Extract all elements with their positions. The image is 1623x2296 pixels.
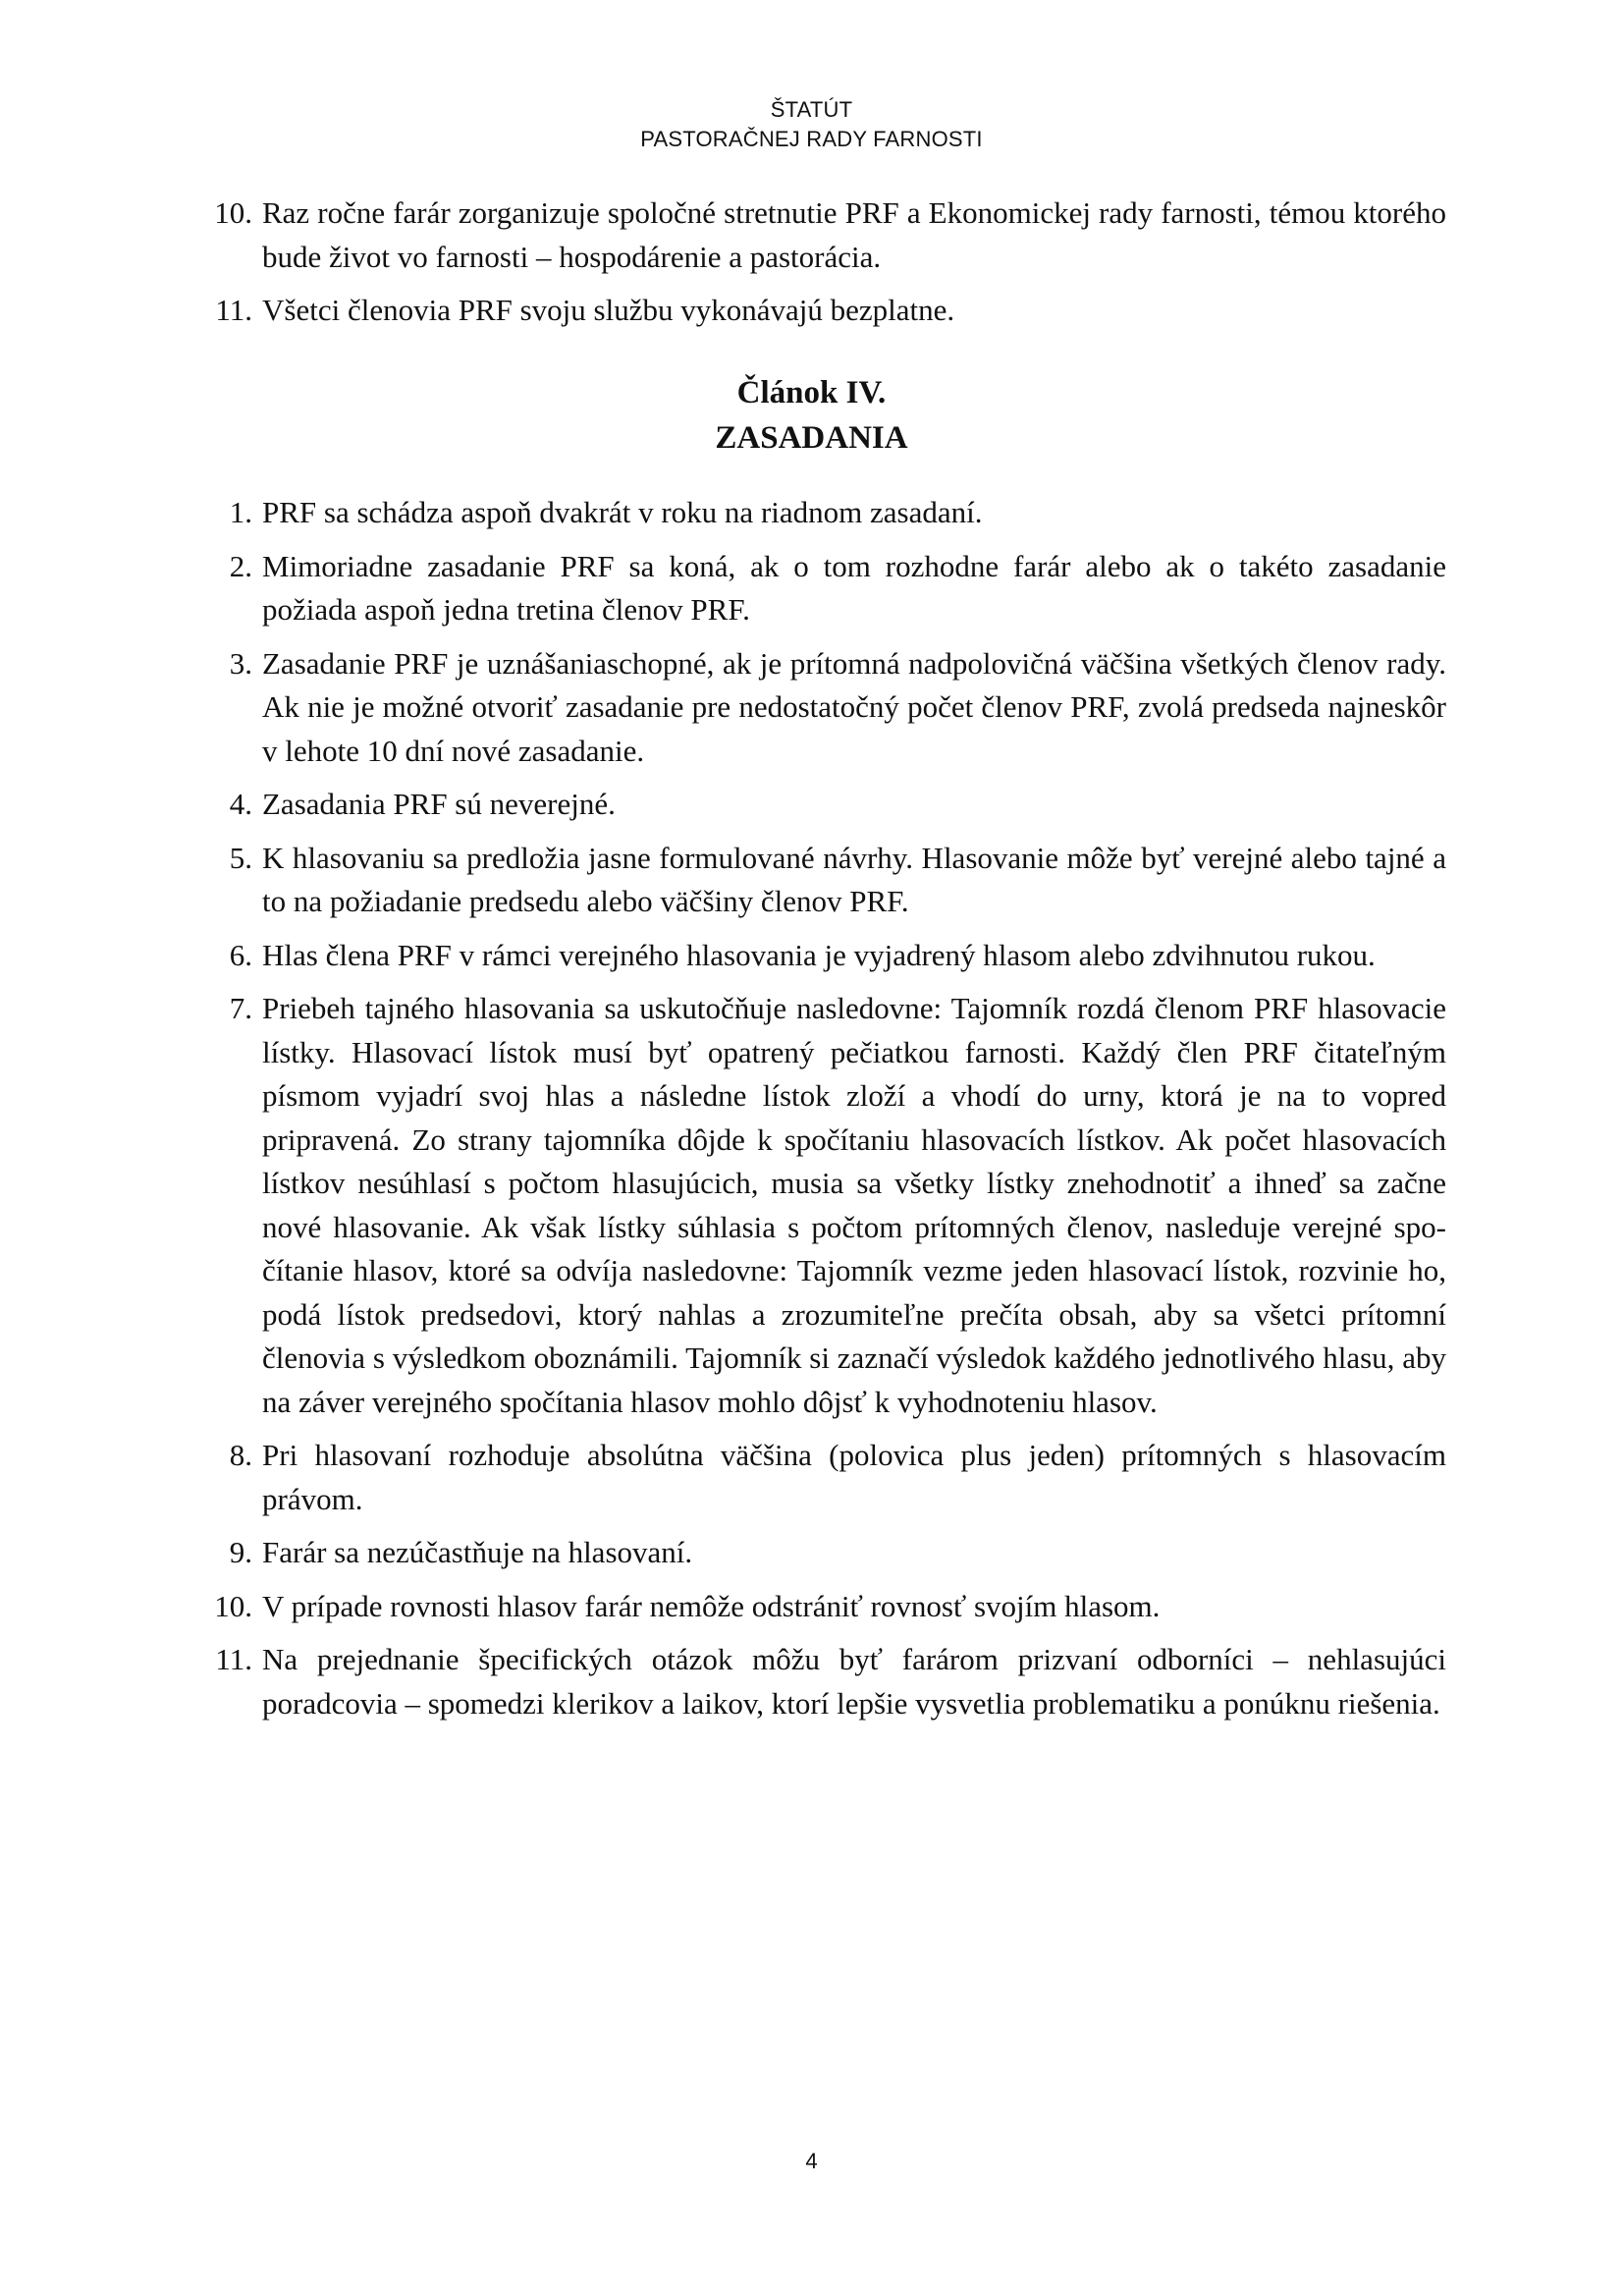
- item-text: Farár sa nezúčastňuje na hlasovaní.: [262, 1535, 693, 1569]
- item-text: Všetci členovia PRF svoju službu vykonávajú bezplatne.: [262, 293, 955, 327]
- list-item: [207, 545, 1446, 632]
- list-item: [207, 289, 1446, 333]
- item-number: 10.: [214, 1588, 252, 1623]
- item-number: 10.: [214, 195, 252, 230]
- item-number: 6.: [229, 937, 252, 972]
- list-item: [207, 783, 1446, 827]
- list-item: [207, 1585, 1446, 1629]
- page-header: [0, 95, 1623, 154]
- item-number: 5.: [229, 840, 252, 875]
- item-number: 1.: [229, 495, 252, 529]
- list-item: [207, 1531, 1446, 1575]
- continued-section: [207, 191, 1446, 343]
- list-item: [207, 837, 1446, 924]
- item-number: 11.: [215, 1642, 252, 1676]
- item-text: Priebeh tajného hlasovania sa uskutočňuje nasledovne: Tajomník rozdá členom PRF hlasovacie lístky. Hlasovací lístok musí byť opatrený pečiatkou farnosti. Každý člen PRF čitateľným písmom vyjadrí svoj hlas a následne lístok zloží a vhodí do urny, ktorá je na to vopred pripravená. Zo strany tajomníka dôjde k spočítaniu hlasovacích lístkov. Ak počet hlasovacích lístkov nesúhlasí s počtom hlasujúcich, musia sa všetky lístky znehodnotiť a ihneď sa začne nové hlasovanie. Ak však lístky súhlasia s počtom prítomných členov, nasleduje verejné spočítanie hlasov, ktoré sa odvíja nasledovne: Tajomník vezme jeden hlasovací lístok, rozvinie ho, podá lístok predsedovi, ktorý nahlas a zrozumiteľne prečíta obsah, aby sa všetci prítomní členovia s výsledkom oboznámili. Tajomník si zaznačí výsledok každého jednotlivého hlasu, aby na záver verejného spočítania hlasov mohlo dôjsť k vyhodnoteniu hlasov.: [262, 991, 1446, 1419]
- item-text: Zasadania PRF sú neverejné.: [262, 787, 616, 821]
- item-number: 9.: [229, 1535, 252, 1569]
- list-item: [207, 934, 1446, 978]
- item-number: 11.: [215, 293, 252, 327]
- item-number: 4.: [229, 787, 252, 821]
- list-item: [207, 191, 1446, 279]
- continued-list: [207, 191, 1446, 333]
- item-number: 8.: [229, 1438, 252, 1472]
- list-item: [207, 491, 1446, 535]
- article-list: [207, 491, 1446, 1725]
- article-title: Článok IV.: [736, 375, 887, 410]
- article-body: [207, 491, 1446, 1735]
- item-text: Zasadanie PRF je uznášaniaschopné, ak je prítomná nadpolovičná väčšina všetkých členov rady. Ak nie je možné otvoriť zasadanie pre nedostatočný počet členov PRF, zvolá predseda najneskôr v lehote 10 dní nové zasadanie.: [262, 645, 1446, 768]
- item-number: 2.: [229, 548, 252, 583]
- header-title: ŠTATÚT: [770, 97, 853, 122]
- list-item: [207, 987, 1446, 1424]
- item-text: V prípade rovnosti hlasov farár nemôže odstrániť rovnosť svojím hlasom.: [262, 1588, 1161, 1623]
- item-number: 7.: [229, 991, 252, 1025]
- article-subtitle: ZASADANIA: [715, 420, 908, 456]
- article-heading: [0, 370, 1623, 461]
- item-text: Mimoriadne zasadanie PRF sa koná, ak o tom rozhodne farár alebo ak o takéto zasadanie požiada aspoň jedna tretina členov PRF.: [262, 548, 1446, 627]
- list-item: [207, 642, 1446, 774]
- item-text: PRF sa schádza aspoň dvakrát v roku na riadnom zasadaní.: [262, 495, 983, 529]
- header-subtitle: PASTORAČNEJ RADY FARNOSTI: [640, 127, 983, 151]
- item-text: Hlas člena PRF v rámci verejného hlasovania je vyjadrený hlasom alebo zdvihnutou rukou.: [262, 937, 1376, 972]
- item-text: K hlasovaniu sa predložia jasne formulované návrhy. Hlasovanie môže byť verejné alebo tajné a to na požiadanie predsedu alebo väčšiny členov PRF.: [262, 840, 1446, 918]
- item-text: Na prejednanie špecifických otázok môžu byť farárom prizvaní odborníci – nehlasujúci poradcovia – spomedzi klerikov a laikov, ktorí lepšie vysvetlia problematiku a ponúknu riešenia.: [262, 1642, 1446, 1721]
- item-number: 3.: [229, 645, 252, 681]
- item-text: Raz ročne farár zorganizuje spoločné stretnutie PRF a Ekonomickej rady farnosti, témou ktorého bude život vo farnosti – hospodárenie a pastorácia.: [262, 195, 1446, 274]
- list-item: [207, 1638, 1446, 1725]
- page-number: 4: [805, 2149, 818, 2173]
- list-item: [207, 1434, 1446, 1521]
- item-text: Pri hlasovaní rozhoduje absolútna väčšina (polovica plus jeden) prítomných s hlasovacím právom.: [262, 1438, 1446, 1516]
